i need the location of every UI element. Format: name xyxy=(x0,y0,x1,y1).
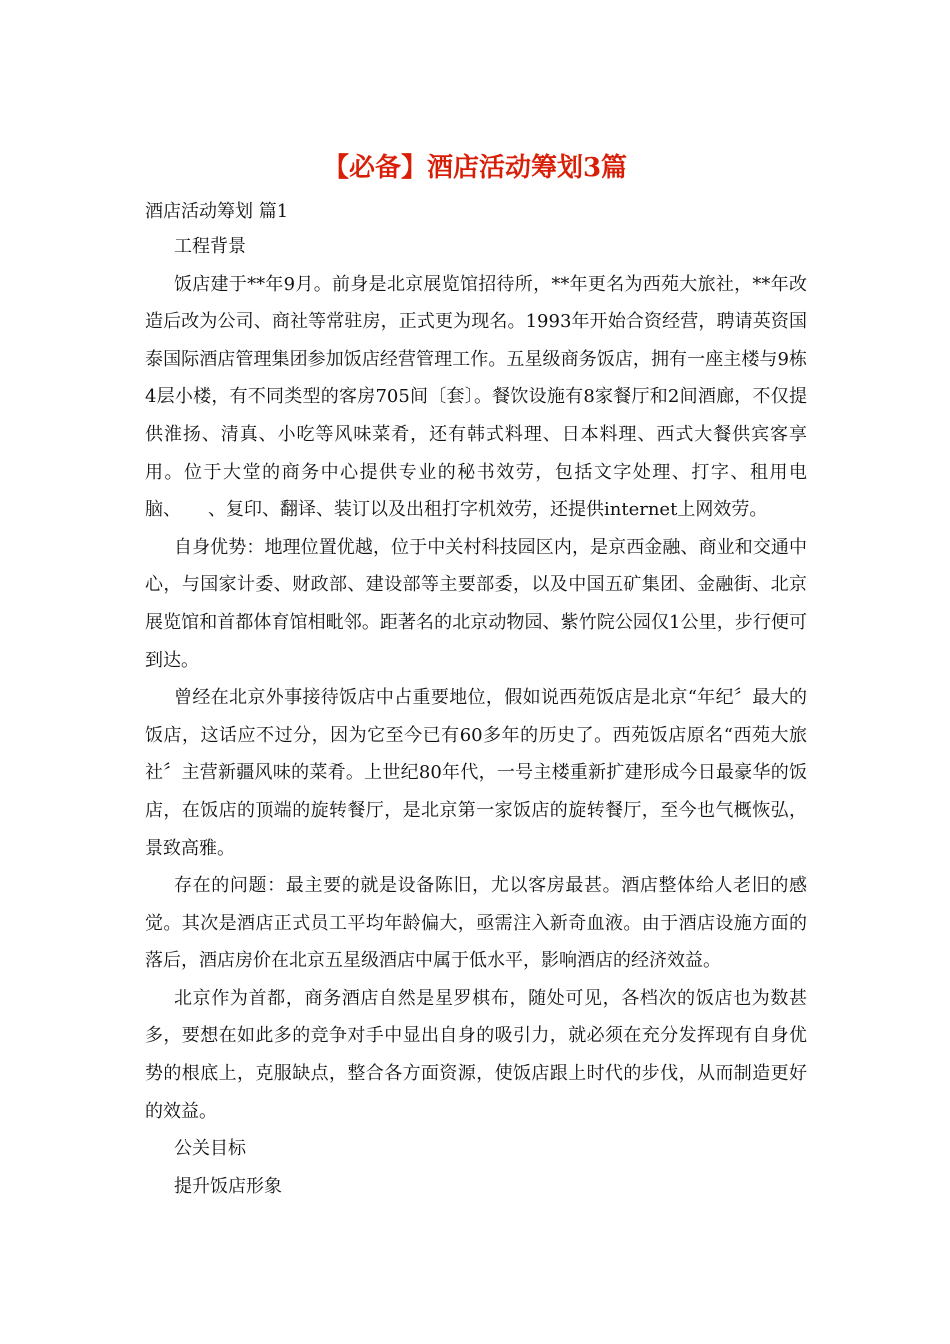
paragraph-hotel-history: 饭店建于**年9月。前身是北京展览馆招待所，**年更名为西苑大旅社，**年改造后改为公司、商社等常驻房，正式更为现名。1993年开始合资经营，聘请英资国泰国际酒店管理集团参加饭店经营管理工作。五星级商务饭店，拥有一座主楼与9栋4层小楼，有不同类型的客房705间〔套〕。餐饮设施有8家餐厅和2间酒廊，不仅提供淮扬、清真、小吃等风味菜肴，还有韩式料理、日本料理、西式大餐供宾客享用。位于大堂的商务中心提供专业的秘书效劳，包括文字处理、打字、租用电脑、 、复印、翻译、装订以及出租打字机效劳，还提供internet上网效劳。 xyxy=(145,273,807,521)
paragraph-project-background-heading: 工程背景 xyxy=(174,236,246,257)
document-title: 【必备】酒店活动筹划3篇 xyxy=(322,153,628,183)
paragraph-improve-image: 提升饭店形象 xyxy=(174,1175,282,1197)
paragraph-historical-status: 曾经在北京外事接待饭店中占重要地位，假如说西苑饭店是北京“年纪〞最大的饭店，这话应不过分，因为它至今已有60多年的历史了。西苑饭店原名“西苑大旅社〞主营新疆风味的菜肴。上世纪80年代，一号主楼重新扩建形成今日最豪华的饭店，在饭店的顶端的旋转餐厅，是北京第一家饭店的旋转餐厅，至今也气概恢弘，景致高雅。 xyxy=(145,687,807,859)
paragraph-own-advantages: 自身优势：地理位置优越，位于中关村科技园区内，是京西金融、商业和交通中心，与国家计委、财政部、建设部等主要部委，以及中国五矿集团、金融街、北京展览馆和首都体育馆相毗邻。距著名的北京动物园、紫竹院公园仅1公里，步行便可到达。 xyxy=(145,536,807,671)
paragraph-pr-goal-heading: 公关目标 xyxy=(174,1138,246,1160)
paragraph-competition: 北京作为首都，商务酒店自然是星罗棋布，随处可见，各档次的饭店也为数甚多，要想在如此多的竞争对手中显出自身的吸引力，就必须在充分发挥现有自身优势的根底上，克服缺点，整合各方面资源，使饭店跟上时代的步伐，从而制造更好的效益。 xyxy=(145,987,807,1122)
paragraph-existing-problems: 存在的问题：最主要的就是设备陈旧，尤以客房最甚。酒店整体给人老旧的感觉。其次是酒店正式员工平均年龄偏大，亟需注入新奇血液。由于酒店设施方面的落后，酒店房价在北京五星级酒店中属于低水平，影响酒店的经济效益。 xyxy=(145,875,807,972)
document-body xyxy=(145,198,807,1205)
section-heading: 酒店活动筹划 篇1 xyxy=(145,201,289,222)
